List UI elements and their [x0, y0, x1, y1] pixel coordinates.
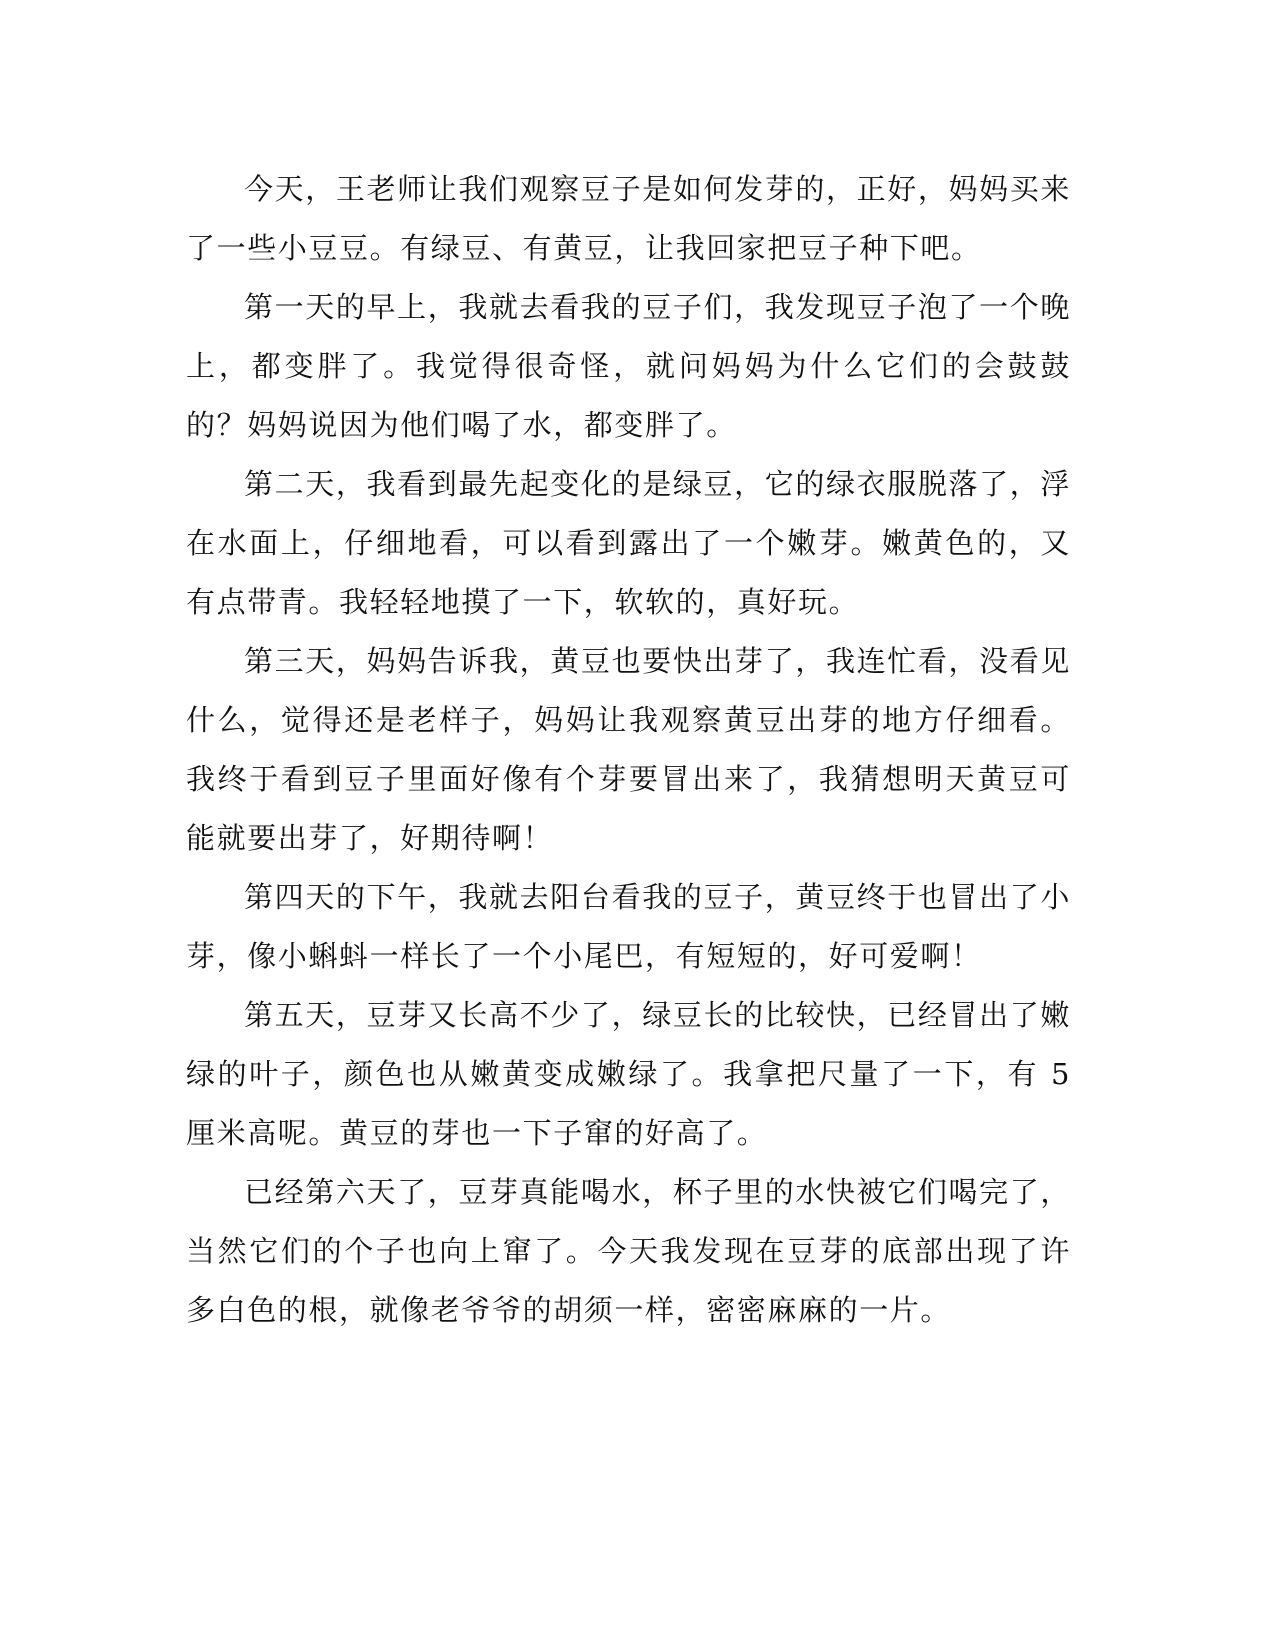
- paragraph-day-five: 第五天，豆芽又长高不少了，绿豆长的比较快，已经冒出了嫩绿的叶子，颜色也从嫩黄变成嫩绿了。我拿把尺量了一下，有 5 厘米高呢。黄豆的芽也一下子窜的好高了。: [186, 998, 1071, 1150]
- paragraph-day-six: 已经第六天了，豆芽真能喝水，杯子里的水快被它们喝完了，当然它们的个子也向上窜了。今天我发现在豆芽的底部出现了许多白色的根，就像老爷爷的胡须一样，密密麻麻的一片。: [186, 1175, 1071, 1327]
- paragraph-day-three: 第三天，妈妈告诉我，黄豆也要快出芽了，我连忙看，没看见什么，觉得还是老样子，妈妈让我观察黄豆出芽的地方仔细看。我终于看到豆子里面好像有个芽要冒出来了，我猜想明天黄豆可能就要出芽了，好期待啊！: [186, 644, 1071, 855]
- essay-body: [186, 160, 1071, 1340]
- paragraph-intro: 今天，王老师让我们观察豆子是如何发芽的，正好，妈妈买来了一些小豆豆。有绿豆、有黄豆，让我回家把豆子种下吧。: [186, 172, 1071, 265]
- paragraph-day-two: 第二天，我看到最先起变化的是绿豆，它的绿衣服脱落了，浮在水面上，仔细地看，可以看到露出了一个嫩芽。嫩黄色的，又有点带青。我轻轻地摸了一下，软软的，真好玩。: [186, 467, 1071, 619]
- paragraph-day-one: 第一天的早上，我就去看我的豆子们，我发现豆子泡了一个晚上，都变胖了。我觉得很奇怪，就问妈妈为什么它们的会鼓鼓的？妈妈说因为他们喝了水，都变胖了。: [186, 290, 1071, 442]
- paragraph-day-four: 第四天的下午，我就去阳台看我的豆子，黄豆终于也冒出了小芽，像小蝌蚪一样长了一个小尾巴，有短短的，好可爱啊！: [186, 880, 1071, 973]
